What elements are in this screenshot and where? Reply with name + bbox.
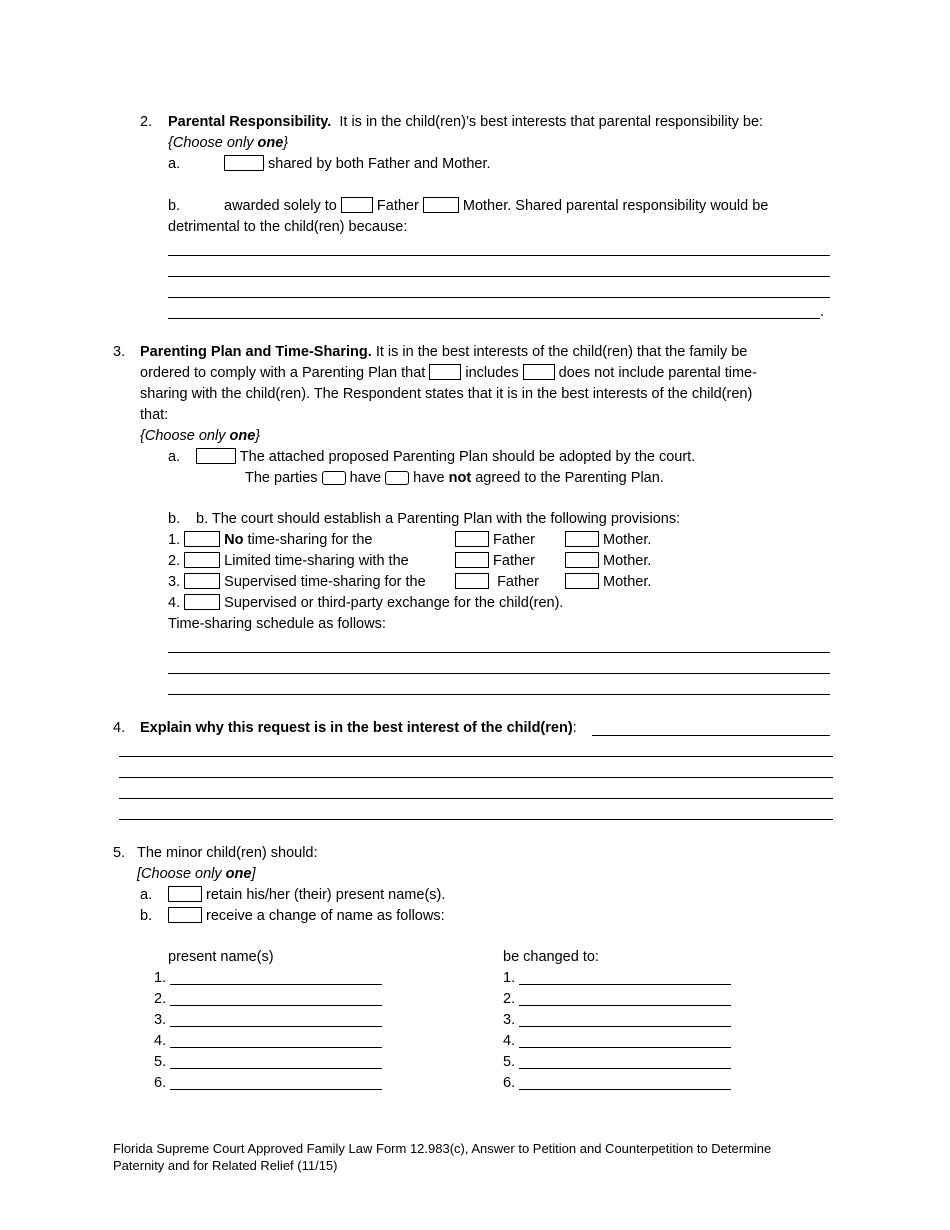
s3-provision-2: 2. Limited time-sharing with the [168,553,409,569]
s2-text: It is in the child(ren)’s best interests that parental responsibility be: [339,114,764,130]
s3-line2: ordered to comply with a Parenting Plan that includes does not include parental time- [140,365,757,381]
s4-number: 4. [113,720,126,736]
s4-answer-line-2[interactable] [119,777,833,778]
s3-provision-1: 1. No time-sharing for the [168,532,373,548]
s3-schedule-label: Time-sharing schedule as follows: [168,616,386,632]
s3-provision-3-checkbox[interactable] [184,573,220,589]
s5-changed-row: 1. [503,969,731,987]
s5-present-row: 5. [154,1053,382,1071]
s3-provision-2-mother: Mother. [565,552,651,570]
s4-answer-line-4[interactable] [119,819,833,820]
s5-number: 5. [113,845,126,861]
s2-b-awarded: awarded solely to [224,198,337,214]
s2-b-line2: detrimental to the child(ren) because: [168,219,408,235]
s3-parties-have-not-checkbox[interactable] [385,471,409,485]
s3-provision-3: 3. Supervised time-sharing for the [168,574,426,590]
s3-provision-1-mother: Mother. [565,531,651,549]
s3-p2-father-checkbox[interactable] [455,552,489,568]
s5-a-label: a. [140,887,153,903]
s2-blank-line-2[interactable] [168,276,830,277]
s5-changed-row: 4. [503,1032,731,1050]
s3-p3-father-checkbox[interactable] [455,573,489,589]
s5-present-field[interactable] [170,1047,382,1048]
s5-present-row: 2. [154,990,382,1008]
s3-provision-2-checkbox[interactable] [184,552,220,568]
s4-line: Explain why this request is in the best interest of the child(ren): [140,720,577,736]
s3-a-label: a. [168,449,181,465]
s5-changed-field[interactable] [519,984,731,985]
s3-choose: {Choose only one} [140,428,261,444]
s4-answer-line-0[interactable] [592,735,830,736]
s2-period: . [820,304,825,320]
s3-p1-mother-checkbox[interactable] [565,531,599,547]
s4-answer-line-3[interactable] [119,798,833,799]
s3-provision-2-father: Father [455,552,535,570]
s5-choose: [Choose only one] [137,866,256,882]
s2-b-father: Father [376,198,419,214]
s2-blank-line-4[interactable] [168,318,820,319]
s5-changed-field[interactable] [519,1026,731,1027]
s3-provision-1-checkbox[interactable] [184,531,220,547]
s4-answer-line-1[interactable] [119,756,833,757]
s3-provision-3-father: Father [455,573,539,591]
s2-title: Parental Responsibility. [168,114,332,130]
s5-present-header: present name(s) [168,949,274,965]
s2-b-label: b. [168,198,181,214]
s2-blank-line-3[interactable] [168,297,830,298]
s5-changed-header: be changed to: [503,949,599,965]
s3-a2-row: The parties have have not agreed to the Parenting Plan. [245,470,664,486]
s3-provision-3-mother: Mother. [565,573,651,591]
s5-present-field[interactable] [170,1005,382,1006]
s5-changed-field[interactable] [519,1047,731,1048]
s3-number: 3. [113,344,126,360]
s3-b-label: b. [168,511,181,527]
s3-p3-mother-checkbox[interactable] [565,573,599,589]
footer-line-2: Paternity and for Related Relief (11/15) [113,1158,338,1173]
s5-present-field[interactable] [170,984,382,985]
s3-a-checkbox[interactable] [196,448,236,464]
s3-schedule-line-3[interactable] [168,694,830,695]
s5-changed-field[interactable] [519,1068,731,1069]
s2-b-row [224,197,768,215]
s3-provision-4: 4. Supervised or third-party exchange for the child(ren). [168,595,564,611]
s5-present-row: 6. [154,1074,382,1092]
s3-does-not-include-checkbox[interactable] [523,364,555,380]
s2-number: 2. [140,114,153,130]
footer-line-1: Florida Supreme Court Approved Family Law Form 12.983(c), Answer to Petition and Counterpetition to Determine [113,1141,772,1156]
s5-changed-field[interactable] [519,1089,731,1090]
s5-present-field[interactable] [170,1068,382,1069]
s3-line1: Parenting Plan and Time-Sharing. It is in the best interests of the child(ren) that the family be [140,344,748,360]
s4-title: Explain why this request is in the best interest of the child(ren) [140,720,573,736]
s3-schedule-line-1[interactable] [168,652,830,653]
s2-choose: {Choose only one} [168,135,289,151]
s5-changed-row: 3. [503,1011,731,1029]
s2-b-mother: Mother. Shared parental responsibility would be [462,198,769,214]
s2-b-father-checkbox[interactable] [341,197,373,213]
s3-line4: that: [140,407,169,423]
s2-blank-line-1[interactable] [168,255,830,256]
s3-parties-have-checkbox[interactable] [322,471,346,485]
s5-a-checkbox[interactable] [168,886,202,902]
s2-a-text: shared by both Father and Mother. [268,156,491,172]
s5-present-row: 1. [154,969,382,987]
s2-a-checkbox[interactable] [224,155,264,171]
s2-a-label: a. [168,156,181,172]
s5-text: The minor child(ren) should: [137,845,318,861]
s3-b-text: b. The court should establish a Parenting Plan with the following provisions: [196,511,681,527]
s5-changed-row: 6. [503,1074,731,1092]
s3-provision-4-checkbox[interactable] [184,594,220,610]
s5-present-field[interactable] [170,1089,382,1090]
s3-p2-mother-checkbox[interactable] [565,552,599,568]
s3-includes-checkbox[interactable] [429,364,461,380]
s5-present-row: 4. [154,1032,382,1050]
s2-a-row [224,155,491,173]
s5-changed-row: 2. [503,990,731,1008]
s3-title: Parenting Plan and Time-Sharing. [140,344,372,360]
s3-line3: sharing with the child(ren). The Respondent states that it is in the best interests of the child(ren) [140,386,753,402]
s5-present-row: 3. [154,1011,382,1029]
s5-changed-field[interactable] [519,1005,731,1006]
s3-provision-1-father: Father [455,531,535,549]
s5-b-checkbox[interactable] [168,907,202,923]
s5-a-row: retain his/her (their) present name(s). [168,886,445,904]
s5-present-field[interactable] [170,1026,382,1027]
s5-changed-row: 5. [503,1053,731,1071]
s2-line [168,113,763,131]
s3-a-row: The attached proposed Parenting Plan should be adopted by the court. [196,448,695,466]
s5-b-row: receive a change of name as follows: [168,907,445,925]
s5-b-label: b. [140,908,153,924]
s3-p1-father-checkbox[interactable] [455,531,489,547]
s2-b-mother-checkbox[interactable] [423,197,459,213]
s3-schedule-line-2[interactable] [168,673,830,674]
